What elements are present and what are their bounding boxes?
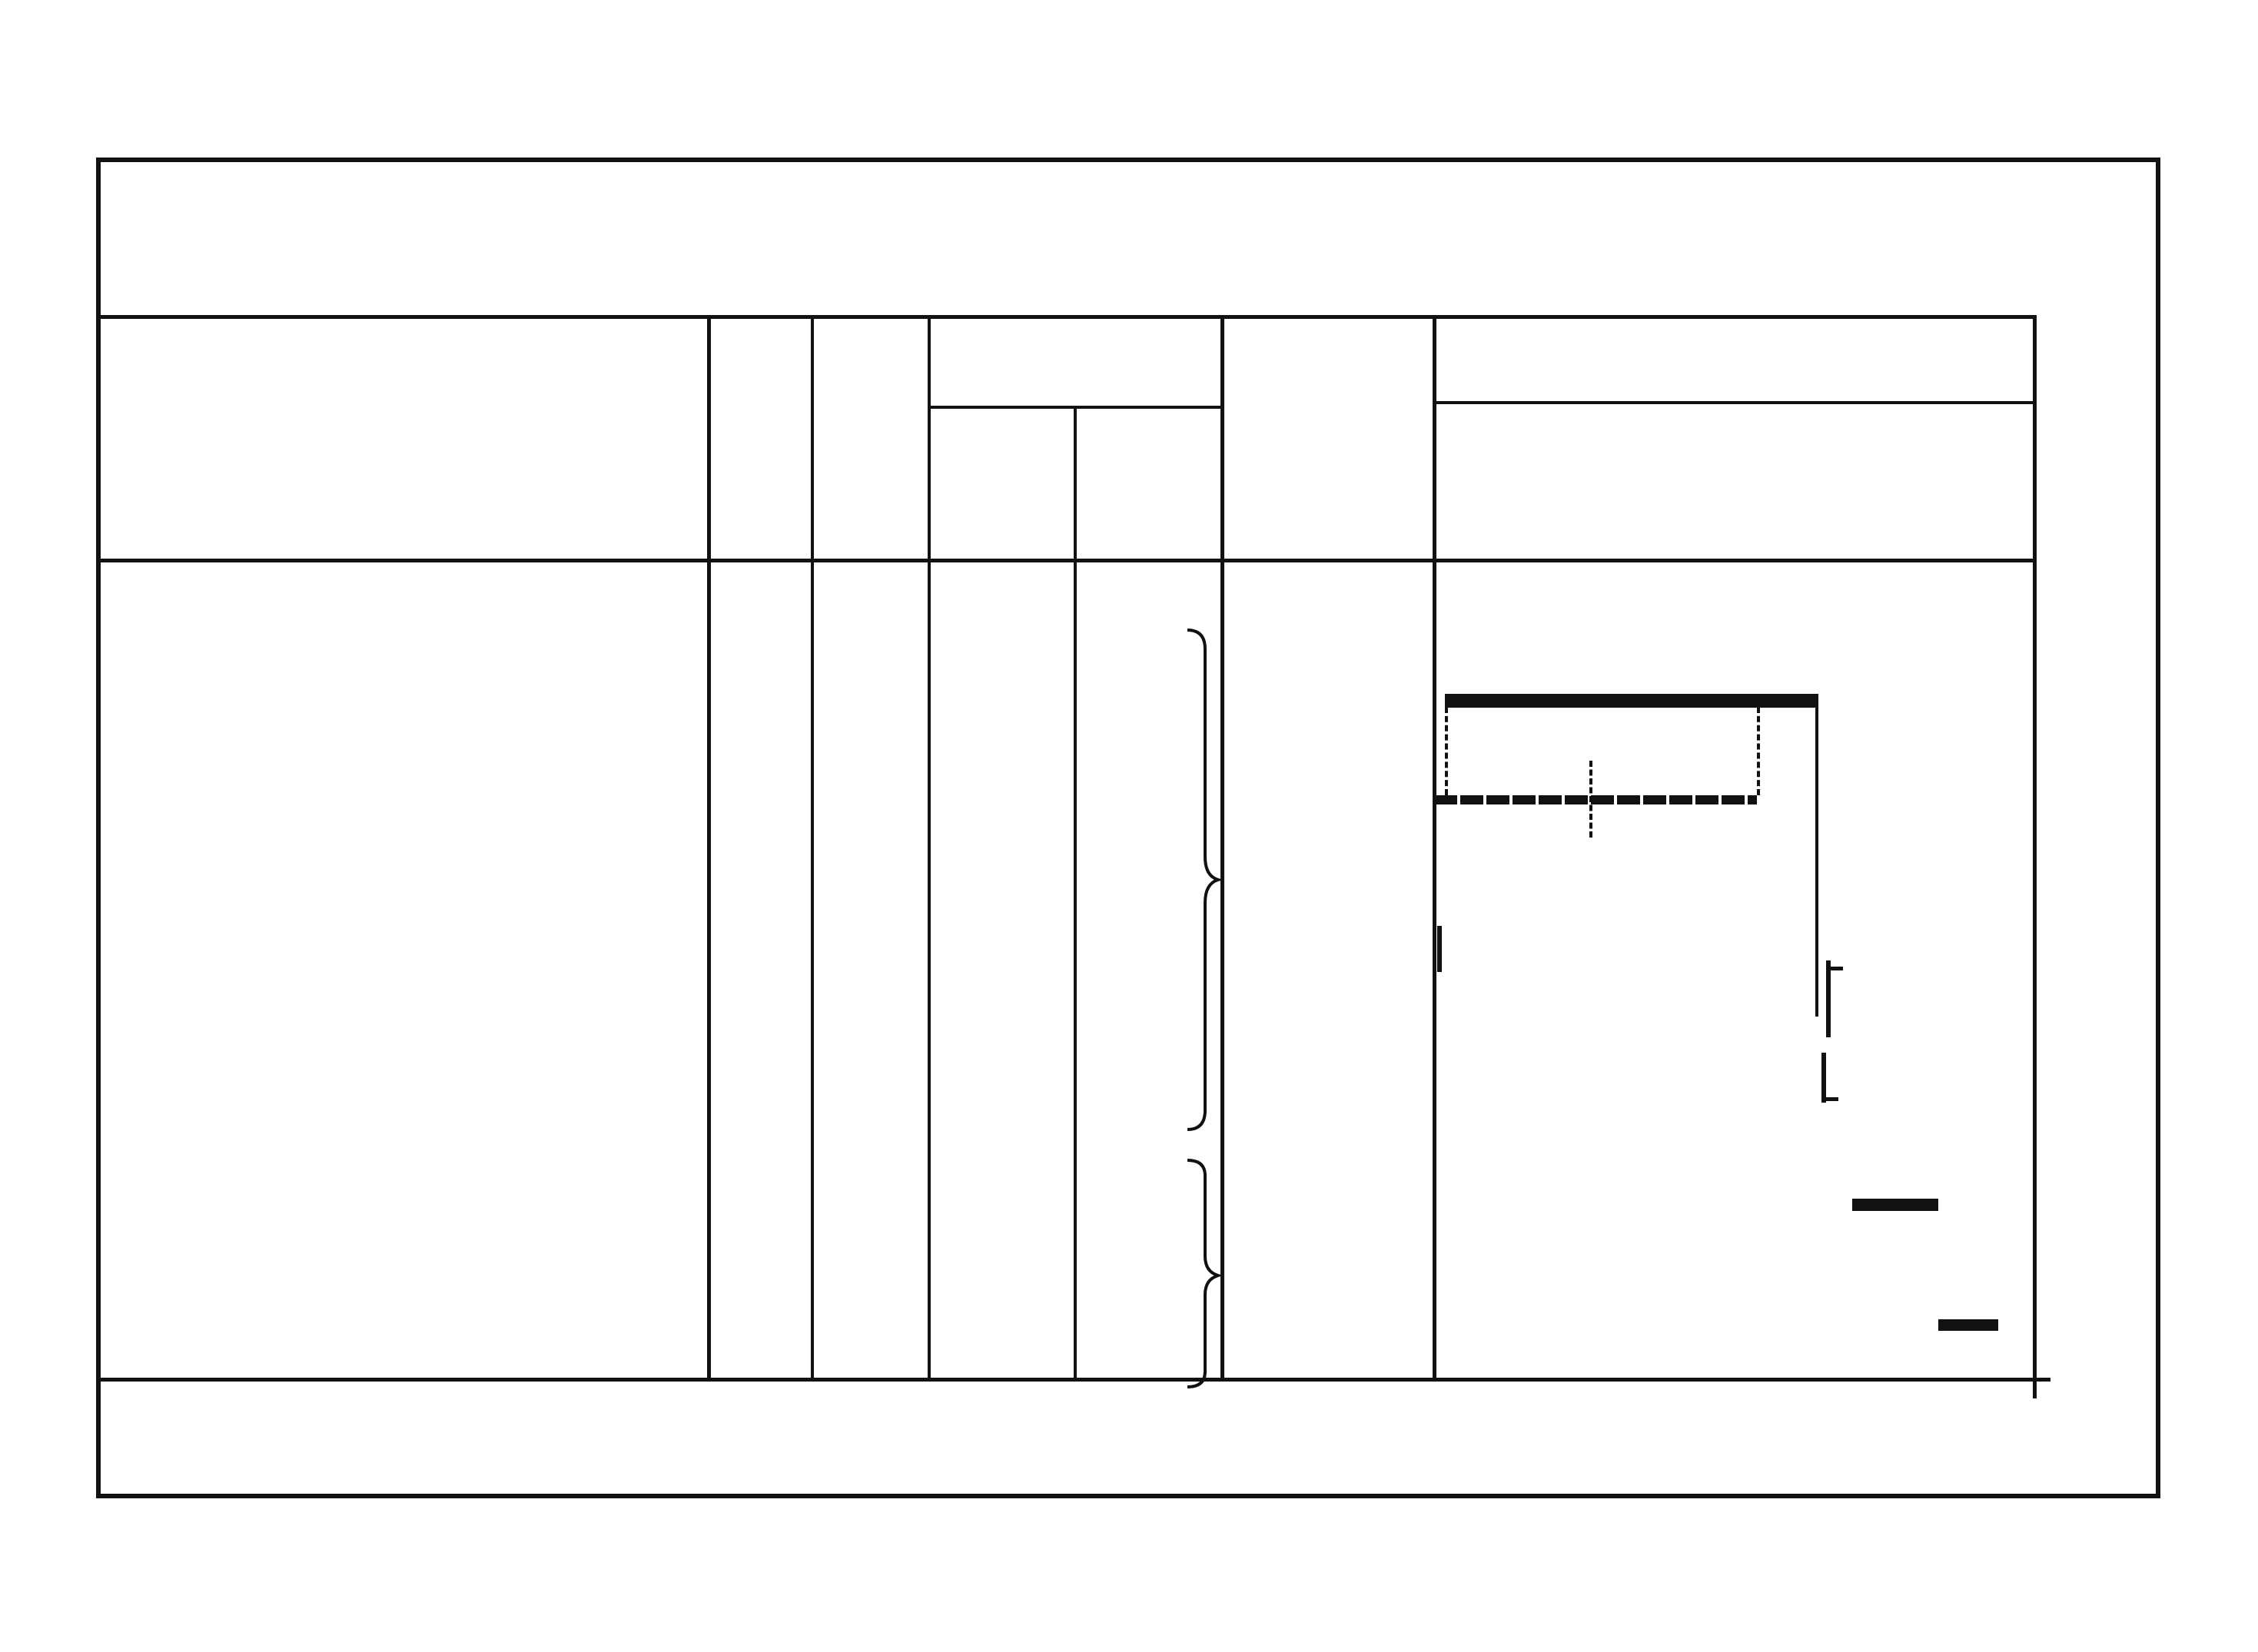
schedule-link xyxy=(1757,707,1760,795)
table-frame xyxy=(96,158,2160,1498)
brace-group-1 xyxy=(1184,626,1222,1133)
schedule-bar-valves xyxy=(1821,1053,1826,1103)
days-right-line xyxy=(2033,315,2037,1398)
days-header-line xyxy=(1434,401,2035,404)
col-line-labor-total xyxy=(1074,406,1077,1379)
col-line-unit xyxy=(707,315,711,1379)
schedule-bar-valves-cap xyxy=(1821,1097,1838,1101)
schedule-bar-well-2-cap xyxy=(1826,967,1843,970)
col-line-volume xyxy=(811,315,814,1379)
schedule-bar-pits xyxy=(1434,795,1757,804)
schedule-link xyxy=(1445,707,1448,795)
brace-group-2 xyxy=(1184,1156,1222,1391)
schedule-bar-well-2 xyxy=(1826,960,1831,1037)
header-top-line xyxy=(98,315,2035,319)
schedule-bar-well xyxy=(1437,926,1442,972)
col-line-days xyxy=(1433,315,1436,1379)
schedule-bar-pipe-laying xyxy=(1445,694,1818,708)
schedule-bar-pipe-laying-end xyxy=(1815,694,1818,1017)
header-bottom-line xyxy=(98,559,2035,562)
schedule-link xyxy=(1589,761,1592,838)
col-line-labor xyxy=(928,315,931,1379)
schedule-bar-hydro-test xyxy=(1852,1199,1938,1211)
schedule-bar-chlorination xyxy=(1938,1319,1998,1331)
